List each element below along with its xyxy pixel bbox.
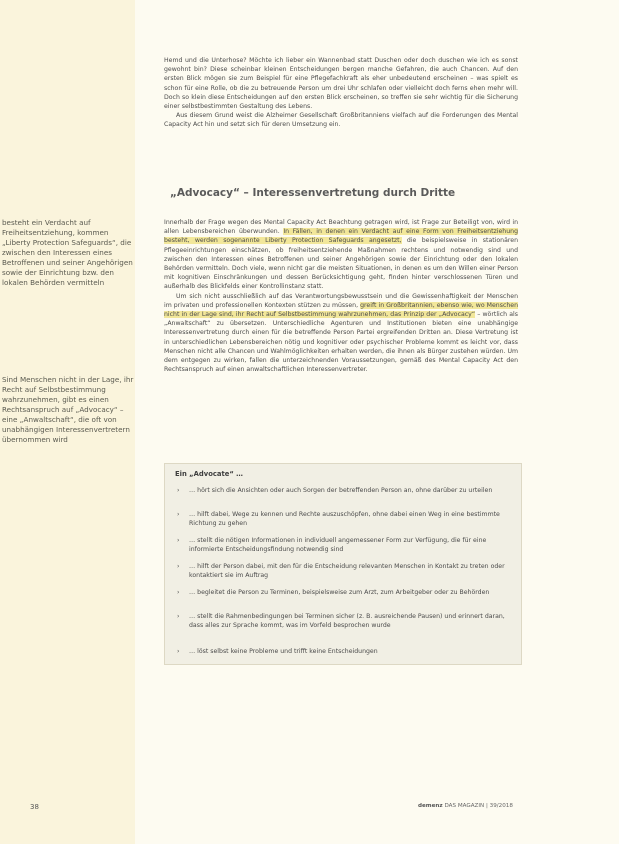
box-item (177, 510, 507, 528)
box-item-text: … hilft der Person dabei, mit den für die Entscheidung relevanten Menschen in Kontakt zu treten oder kontaktiert sie im Auftrag (189, 563, 505, 579)
body-text (164, 218, 518, 374)
intro-paragraph: Hemd und die Unterhose? Möchte ich lieber ein Wannenbad statt Duschen oder doch duschen wie ich es sonst gewohnt bin? Diese scheinbar kleinen Entscheidungen bergen manche Gefahren, die auch Chancen. Auf den ersten Blick mögen sie zum Beispiel für eine Pflegefachkraft als eher unbedeutend erscheinen – was spielt es schon für eine Rolle, ob die zu betreuende Person um drei Uhr schlafen oder vielleicht doch ferns ehen mehr will. Doch so klein diese Entscheidungen auf den ersten Blick erscheinen, so treffen sie sehr wichtig für die Sicherung einer selbstbestimmten Gestaltung des Lebens. (164, 57, 518, 111)
highlighted-text: In Fällen, in denen ein Verdacht auf eine Form von Freiheitsentziehung besteht, werden sogenannte Liberty Protection Safeguards angesetzt, (164, 228, 518, 245)
bullet-icon: › (177, 563, 180, 570)
box-item (177, 486, 507, 495)
box-item (177, 647, 507, 656)
intro-text (164, 56, 518, 130)
body-paragraph-1 (164, 218, 518, 292)
body-p1-run-2: die beispielsweise in stationären Pflegeeinrichtungen einschätzen, ob freiheitsentziehende Maßnahmen rechtens und notwendig sind und zwischen den Interessen eines Betroffenen und seiner Angehörigen sowie der Einrichtung oder den lokalen Behörden vermitteln. Doch viele, wenn nicht gar die meisten Situationen, in denen es um den Willen einer Person mit kognitiven Einschränkungen und dessen Berücksichtigung geht, finden hinter verschlossenen Türen und außerhalb des Blickfelds einer Kontrollinstanz statt. (164, 237, 519, 291)
intro-paragraph-2: Aus diesem Grund weist die Alzheimer Gesellschaft Großbritanniens vielfach auf die Forderungen des Mental Capacity Act hin und setzt sich für deren Umsetzung ein. (164, 112, 518, 129)
footer (418, 803, 513, 809)
bullet-icon: › (177, 487, 180, 494)
box-item-text: … begleitet die Person zu Terminen, beispielsweise zum Arzt, zum Arbeitgeber oder zu Behörden (189, 589, 490, 596)
side-note-liberty: besteht ein Verdacht auf Freiheitsentziehung, kommen „Liberty Protection Safeguards“, die zwischen den Interessen eines Betroffenen und seiner Angehörigen sowie der Einrichtung bzw. den lokalen Behörden vermitteln (2, 218, 133, 287)
box-item (177, 588, 507, 597)
box-item-text: … hört sich die Ansichten oder auch Sorgen der betreffenden Person an, ohne darüber zu urteilen (189, 487, 493, 494)
bullet-icon: › (177, 613, 180, 620)
highlighted-text-2: greift in Großbritannien, ebenso wie, wo Menschen nicht in der Lage sind, ihr Recht auf Selbstbestimmung wahrzunehmen, das Prinzip der „Advocacy“ (164, 301, 518, 319)
box-title: Ein „Advocate“ … (175, 470, 243, 478)
box-item-text: … löst selbst keine Probleme und trifft keine Entscheidungen (189, 648, 378, 655)
box-item (177, 562, 507, 580)
bullet-icon: › (177, 648, 180, 655)
box-item-text: … stellt die nötigen Informationen in individuell angemessener Form zur Verfügung, die für eine informierte Entscheidungsfindung notwendig sind (189, 537, 487, 553)
body-p2-run-0: Um sich nicht ausschließlich auf das Verantwortungsbewusstsein und die Gewissenhaftigkeit der Menschen im privaten und professionellen Kontexten stützen zu müssen, (164, 292, 518, 309)
page-number: 38 (30, 803, 39, 811)
body-p2-run-2: – wörtlich als „Anwaltschaft“ zu übersetzen. Unterschiedliche Agenturen und Institutionen bieten eine unabhängige Interessenvertretung durch einen für die betreffende Person Partei ergreifenden Dritten an. Diese Vertretung ist in unterschiedlichen Lebensbereichen nötig und kognitiver oder psychischer Probleme kommt es leicht vor, dass Menschen nicht alle Chancen und Wahlmöglichkeiten erhalten werden, die ihnen als Bürger zustehen würden. Um dem entgegen zu wirken, fallen die unterzeichnenden Voraussetzungen, gemäß des Mental Capacity Act den Rechtsanspruch auf einen anwaltschaftlichen Interessenvertreter. (164, 311, 518, 374)
advocate-info-box (164, 463, 522, 665)
box-item-text: … stellt die Rahmenbedingungen bei Terminen sicher (z. B. ausreichende Pausen) und erinnert daran, dass alles zur Sprache kommt, was im Vorfeld besprochen wurde (189, 613, 505, 629)
box-item-text: … hilft dabei, Wege zu kennen und Rechte auszuschöpfen, ohne dabei einen Weg in eine bestimmte Richtung zu gehen (189, 511, 500, 527)
section-heading: „Advocacy“ – Interessenvertretung durch Dritte (170, 187, 456, 199)
box-item (177, 536, 507, 554)
bullet-icon: › (177, 589, 180, 596)
side-note-advocacy: Sind Menschen nicht in der Lage, ihr Recht auf Selbstbestimmung wahrzunehmen, gibt es einen Rechtsanspruch auf „Advocacy“ – eine „Anwaltschaft“, die oft von unabhängigen Interessenvertretern übernommen wird (2, 375, 134, 444)
box-item (177, 612, 507, 630)
bullet-icon: › (177, 511, 180, 518)
body-p1-run-0: Innerhalb der Frage wegen des Mental Capacity Act Beachtung getragen wird, ist Frage zur Beteiligt von, wird in allen Lebensbereichen überwunden. (164, 219, 518, 236)
footer-issue: DAS MAGAZIN | 39/2018 (444, 803, 513, 809)
bullet-icon: › (177, 537, 180, 544)
footer-magazine: demenz (418, 803, 443, 809)
body-paragraph-2 (164, 292, 518, 375)
